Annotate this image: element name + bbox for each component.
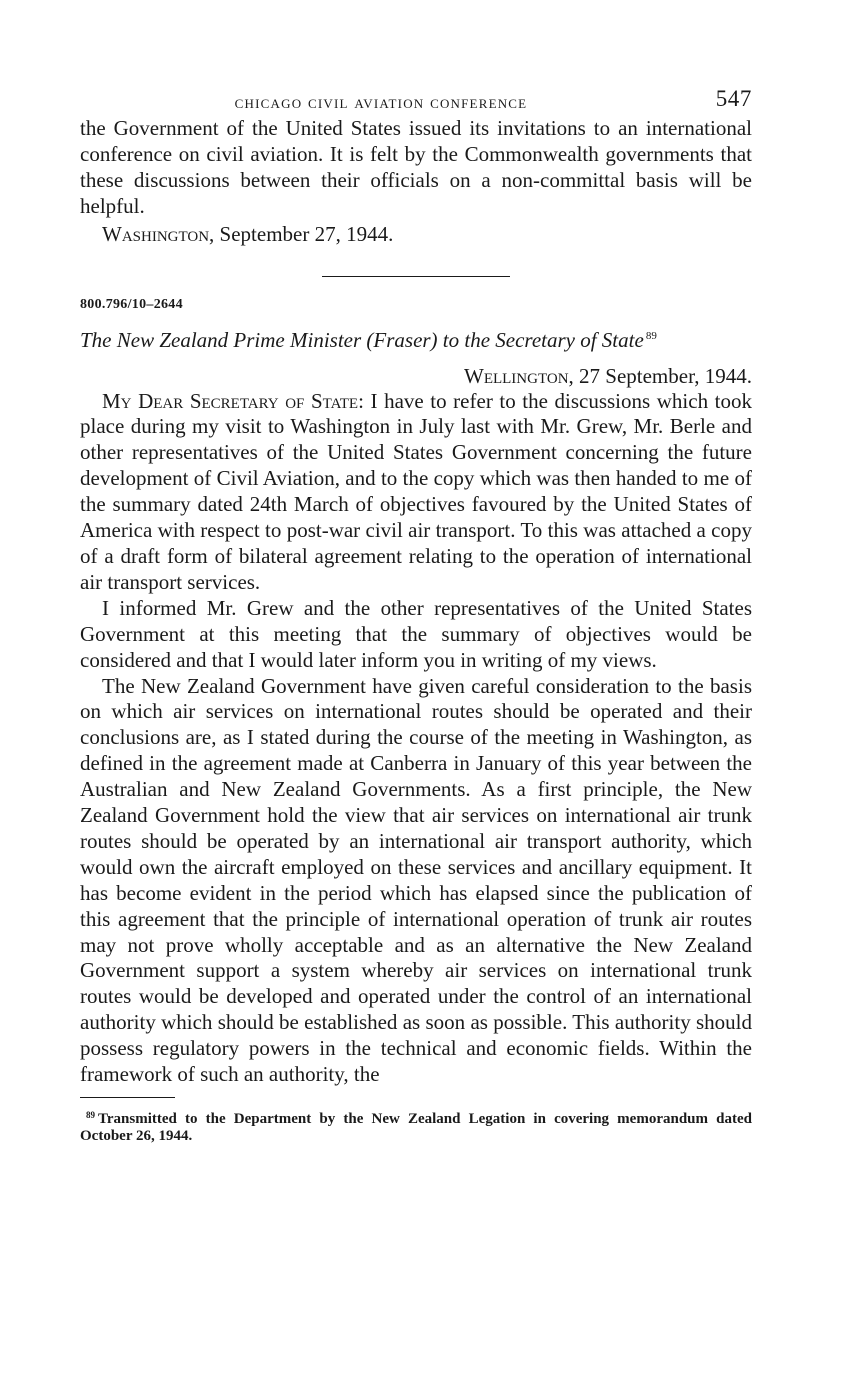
continuation-paragraph: the Government of the United States issued its invitations to an international conference on civil aviation. It is felt by the Commonwealth governments that these discussions between their officials on a non-committal basis will be helpful. <box>80 116 752 218</box>
section-divider <box>322 276 510 277</box>
page-number: 547 <box>715 86 752 111</box>
letter-paragraph-3: The New Zealand Government have given careful consideration to the basis on which air services on international routes should be operated and their conclusions are, as I stated during the course of the meeting in Washington, as defined in the agreement made at Canberra in January of this year between the Australian and New Zealand Governments. As a first principle, the New Zealand Government hold the view that air services on international air trunk routes should be operated by an international air transport authority, which would own the aircraft employed on these services and ancillary equipment. It has become evident in the period which has elapsed since the publication of this agreement that the principle of international operation of trunk air routes may not prove wholly acceptable and as an alternative the New Zealand Government support a system whereby air services on international trunk routes would be developed and operated under the control of an international authority which should be established as soon as possible. This authority should possess regulatory powers in the technical and economic fields. Within the framework of such an authority, the <box>80 673 752 1087</box>
document-title-text: The New Zealand Prime Minister (Fraser) to the Secretary of State <box>80 327 644 352</box>
prior-dateline-date: , September 27, 1944. <box>209 221 394 246</box>
footnote-text: Transmitted to the Department by the New Zealand Legation in covering memorandum dated October 26, 1944. <box>80 1111 752 1144</box>
document-title <box>80 323 752 353</box>
footnote <box>80 1107 752 1145</box>
dateline-place: Wellington <box>464 363 569 388</box>
prior-dateline <box>80 222 752 248</box>
running-title: chicago civil aviation conference <box>234 92 528 112</box>
salutation: My Dear Secretary of State <box>102 388 359 413</box>
letter-paragraph-2: I informed Mr. Grew and the other representatives of the United States Government at this meeting that the summary of objectives would be considered and that I would later inform you in writing of my views. <box>80 595 752 672</box>
document-page <box>80 86 752 1145</box>
dateline-date: , 27 September, 1944. <box>568 363 752 388</box>
document-dateline <box>80 363 752 389</box>
running-head <box>80 86 752 116</box>
prior-dateline-place: Washington <box>102 221 210 246</box>
footnote-number: 89 <box>86 1110 95 1120</box>
letter-paragraph-1-text: : I have to refer to the discussions which took place during my visit to Washington in July last with Mr. Grew, Mr. Berle and other representatives of the United States Government concerning the future development of Civil Aviation, and to the copy which was then handed to me of the summary dated 24th March of objectives favoured by the United States of America with respect to post-war civil air transport. To this was attached a copy of a draft form of bilateral agreement relating to the operation of international air transport services. <box>80 388 752 594</box>
footnote-reference: 89 <box>645 329 657 342</box>
file-number: 800.796/10–2644 <box>80 296 183 312</box>
footnote-divider <box>80 1097 175 1098</box>
letter-paragraph-1 <box>80 389 752 596</box>
